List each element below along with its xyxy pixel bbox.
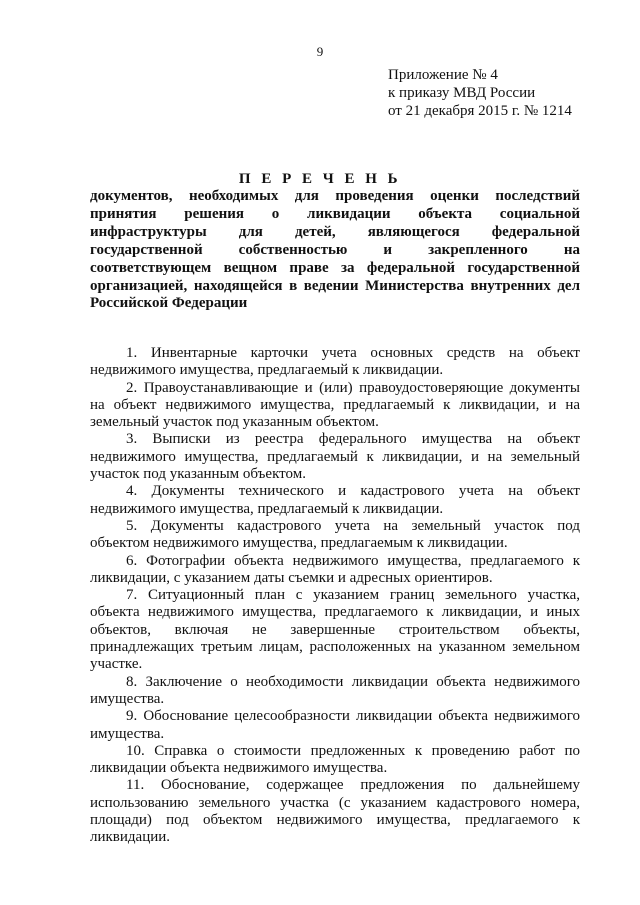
appendix-line-1: Приложение № 4 [388, 67, 498, 83]
list-item-line: 7. Ситуационный план с указанием границ земельного участка, [126, 587, 580, 604]
appendix-block [388, 66, 628, 120]
list-item [90, 380, 580, 432]
list-item-line: 9. Обоснование целесообразности ликвидации объекта недвижимого [126, 708, 580, 725]
list-item [90, 553, 580, 588]
list-item-line: площади) под объектом недвижимого имущества, предлагаемого к [90, 812, 580, 829]
list-item-line: 2. Правоустанавливающие и (или) правоудостоверяющие документы [126, 379, 580, 396]
list-item [90, 743, 580, 778]
list-item [90, 483, 580, 518]
document-title: П Е Р Е Ч Е Н Ь [238, 171, 402, 187]
list-item-line: 10. Справка о стоимости предложенных к проведению работ по [126, 742, 580, 759]
list-item [90, 587, 580, 673]
heading-line: инфраструктуры для детей, являющегося федеральной [90, 223, 580, 240]
appendix-line-2: к приказу МВД России [388, 85, 536, 101]
list-item-line: участок под указанным объектом. [90, 466, 306, 483]
list-item-line: ликвидации объекта недвижимого имущества. [90, 760, 388, 777]
list-item-line: 4. Документы технического и кадастрового учета на объект [126, 483, 580, 500]
list-item-line: ликвидации, с указанием даты съемки и адресных ориентиров. [90, 569, 493, 586]
list-item-line: имущества. [90, 725, 165, 742]
list-item-line: недвижимого имущества, предлагаемый к ликвидации. [90, 500, 444, 517]
list-item-line: 5. Документы кадастрового учета на земельный участок под [126, 517, 580, 534]
heading-line: организацией, находящейся в ведении Министерства внутренних дел [90, 277, 580, 294]
list-item-line: недвижимого имущества, предлагаемый к ликвидации, и на земельный [90, 448, 580, 465]
list-item-line: ликвидации. [90, 829, 171, 846]
page-number: 9 [316, 44, 324, 59]
list-item-line: имущества. [90, 690, 165, 707]
list-item-line: объектов, включая не завершенные строительством объекты, [90, 621, 580, 638]
list-item-line: участке. [90, 656, 143, 673]
list-item-line: 8. Заключение о необходимости ликвидации объекта недвижимого [126, 673, 580, 690]
list-item-line: 6. Фотографии объекта недвижимого имущества, предлагаемого к [126, 552, 580, 569]
list-item-line: объекта недвижимого имущества, предлагаемого к ликвидации, и иных [90, 604, 580, 621]
list-item-line: на объект недвижимого имущества, предлагаемый к ликвидации, и на [90, 396, 580, 413]
list-item [90, 777, 580, 846]
list-item [90, 431, 580, 483]
list-item-line: 1. Инвентарные карточки учета основных средств на объект [126, 345, 580, 361]
heading-line: принятия решения о ликвидации объекта социальной [90, 205, 580, 222]
appendix-line-3: от 21 декабря 2015 г. № 1214 [388, 103, 572, 119]
list-item-line: земельный участок под указанным объектом. [90, 414, 379, 431]
list-item-line: недвижимого имущества, предлагаемый к ликвидации. [90, 362, 444, 379]
list-item [90, 518, 580, 553]
document-heading [90, 188, 580, 313]
list-item-line: использованию земельного участка (с указанием кадастрового номера, [90, 794, 580, 811]
list-item [90, 708, 580, 743]
heading-line: документов, необходимых для проведения оценки последствий [90, 188, 580, 204]
list-item [90, 345, 580, 380]
list-item-line: принадлежащих третьим лицам, расположенных на указанном земельном [90, 639, 580, 656]
list-item-line: 3. Выписки из реестра федерального имущества на объект [126, 431, 580, 448]
heading-line: соответствующем вещном праве за федеральной государственной [90, 259, 580, 276]
list-item [90, 674, 580, 709]
heading-line: государственной собственностью и закрепленного на [90, 241, 580, 258]
list-item-line: объектом недвижимого имущества, предлагаемым к ликвидации. [90, 535, 508, 552]
heading-line: Российской Федерации [90, 295, 248, 312]
document-list [90, 345, 580, 847]
list-item-line: 11. Обоснование, содержащее предложения по дальнейшему [126, 777, 580, 794]
